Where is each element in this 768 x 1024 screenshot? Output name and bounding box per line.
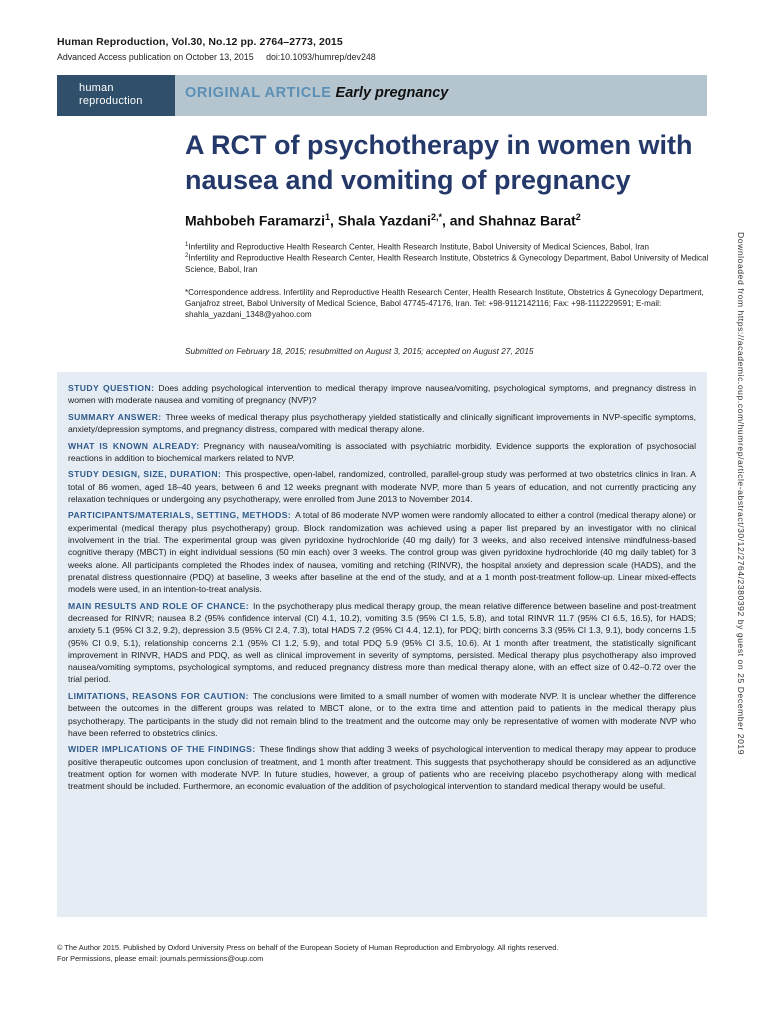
abstract-heading: SUMMARY ANSWER: — [68, 411, 162, 422]
article-type-label: ORIGINAL ARTICLE — [185, 85, 332, 101]
article-subject: Early pregnancy — [335, 85, 449, 101]
affiliation-text: Infertility and Reproductive Health Research Center, Health Research Institute, Babol University of Medical Sciences, Babol, Iran — [188, 242, 650, 252]
author-affil-sup: 2,* — [430, 212, 442, 222]
abstract-section — [68, 468, 696, 505]
abstract-heading: WHAT IS KNOWN ALREADY: — [68, 440, 200, 451]
abstract-section — [68, 411, 696, 436]
copyright-footer — [57, 942, 558, 964]
abstract-text: Pregnancy with nausea/vomiting is associated with psychiatric morbidity. Evidence supports the exploration of psychosocial reactions in addition to biochemical markers related to NVP. — [68, 440, 696, 463]
abstract-content — [68, 382, 696, 797]
permissions-line: For Permissions, please email: journals.permissions@oup.com — [57, 954, 264, 963]
author-name: Mahbobeh Faramarzi — [185, 212, 326, 229]
abstract-heading: PARTICIPANTS/MATERIALS, SETTING, METHODS: — [68, 510, 292, 521]
author-list: Mahbobeh Faramarzi$^1$, Shala Yazdani$^{2,*}$, and Shahnaz Barat$^2$ — [185, 212, 581, 229]
abstract-section — [68, 690, 696, 739]
abstract-text: Does adding psychological intervention to medical therapy improve nausea/vomiting, psychological symptoms, and pregnancy distress in women with moderate nausea and vomiting of pregnancy (NVP)? — [68, 383, 696, 406]
abstract-heading: LIMITATIONS, REASONS FOR CAUTION: — [68, 690, 249, 701]
correspondence-address: *Correspondence address. Infertility and Reproductive Health Research Center, Health Research Institute, Obstetrics & Gynecology Department, Ganjafroz street, Babol University of Medical Science, Babol 47745-47176, Iran. Tel: +98-9112142116; Fax: +98-1112229591; E-mail: shahla_yazdani_1348@yahoo.com — [185, 288, 704, 319]
abstract-text: The conclusions were limited to a small number of women with moderate NVP. It is unclear whether the difference between the outcomes in the different groups was related to MBCT alone, or to the extra time and attention paid to patients in the medical therapy plus psychotherapy. The participants in the study did not remain blind to the treatment and the outcome may only be representative of women with moderate NVP who have been referred to obstetrics clinics. — [68, 690, 696, 738]
abstract-box — [57, 372, 707, 917]
abstract-section — [68, 600, 696, 686]
article-title: A RCT of psychotherapy in women with nausea and vomiting of pregnancy — [185, 130, 693, 195]
abstract-text: These findings show that adding 3 weeks of psychological intervention to medical therapy may appear to produce positive therapeutic outcomes upon conclusion of treatment, and 1 month after treatment. This suggests that psychotherapy should be considered as an adjunctive treatment option for women with moderate NVP. In future studies, however, a group of patients who are receiving placebo psychotherapy along with medical treatment should be included. Furthermore, an economic evaluation of the addition of psychological intervention to standard medical therapy would be useful. — [68, 744, 696, 792]
author-affil-sup: 1 — [325, 212, 331, 222]
access-line — [57, 52, 376, 62]
abstract-section — [68, 440, 696, 465]
affiliation-text: Infertility and Reproductive Health Research Center, Health Research Institute, Obstetrics & Gynecology Department, Babol University of Medical Science, Babol, Iran — [185, 253, 709, 274]
doi-link[interactable]: doi:10.1093/humrep/dev248 — [266, 52, 376, 62]
abstract-heading: MAIN RESULTS AND ROLE OF CHANCE: — [68, 600, 250, 611]
author-name: Shala Yazdani — [337, 212, 431, 229]
logo-line-2: reproduction — [79, 95, 143, 107]
abstract-text: Three weeks of medical therapy plus psychotherapy yielded statistically and clinically significant improvements in NVP-specific symptoms, anxiety/depression symptoms, and pregnancy distress, compared with medical therapy alone. — [68, 411, 696, 435]
abstract-heading: STUDY DESIGN, SIZE, DURATION: — [68, 469, 222, 480]
affiliation-sup: 1 — [185, 242, 189, 248]
journal-logo — [57, 75, 175, 116]
abstract-heading: STUDY QUESTION: — [68, 383, 155, 393]
copyright-line: © The Author 2015. Published by Oxford University Press on behalf of the European Society of Human Reproduction and Embryology. All rights reserved. — [57, 943, 559, 952]
affiliation-sup: 2 — [185, 253, 189, 259]
article-type-bar — [57, 75, 707, 116]
access-date: Advanced Access publication on October 13, 2015 — [57, 52, 254, 62]
author-affil-sup: 2 — [575, 212, 581, 222]
abstract-heading: WIDER IMPLICATIONS OF THE FINDINGS: — [68, 744, 256, 755]
submission-dates: Submitted on February 18, 2015; resubmitted on August 3, 2015; accepted on August 27, 2015 — [185, 346, 534, 356]
logo-line-1: human — [79, 82, 114, 94]
affiliation-2 — [185, 251, 710, 275]
abstract-section — [68, 743, 696, 792]
journal-citation: Human Reproduction, Vol.30, No.12 pp. 2764–2773, 2015 — [57, 36, 343, 48]
abstract-text: A total of 86 moderate NVP women were randomly allocated to either a control (medical therapy alone) or experimental (medical therapy plus psychotherapy) group. Block randomization was achieved using a paper list prepared by an investigator with no clinical involvement in the trial. The experimental group was given pyridoxine hydrochloride (40 mg daily) for 3 weeks, and also received intensive mindfulness-based cognitive therapy (MBCT) in eight individual sessions (50 min each) over 3 weeks. The control group was given pyridoxine hydrochloride (40 mg daily tablet) for 3 weeks alone. All participants completed the Rhodes index of nausea, vomiting and retching (RINVR), the hospital anxiety and depression scale (HADS), and the prenatal distress questionnaire (PDQ) at baseline, 3 weeks after baseline at the end of the study, and at a 1 month post-treatment follow-up. Linear mixed-effects models were used, in an intention-to-treat analysis. — [68, 510, 696, 595]
author-name: Shahnaz Barat — [478, 212, 576, 229]
abstract-section — [68, 382, 696, 407]
abstract-text: In the psychotherapy plus medical therapy group, the mean relative difference between baseline and post-treatment decreased for RINVR; nausea 8.2 (95% confidence interval (CI) 4.1, 10.2), vomiting 3.5 (95% CI 1.5, 5.8), and total RINVR 11.7 (95% CI 6.5, 16.5), for HADS; anxiety 5.1 (95% CI 3.2, 9.2), depression 3.5 (95% CI 2.4, 7.3), total HADS 7.2 (95% CI 4.4, 12.1), for PDQ; birth concerns 3.3 (95% CI 1.3, 9.1), body concerns 1.5 (95% CI 0.9, 5.1), relationship concerns 2.1 (95% CI 1.2, 5.9), and total PDQ 5.9 (95% CI 3.5, 10.6). At 1 month after treatment, the statistically significant improvement in RINVR, HADS and PDQ, as well as clinical improvement in severity of symptoms, persisted. Medical therapy plus psychotherapy also improved nausea/vomiting symptoms, psychological symptoms, and reduced pregnancy distress more than medical therapy alone, with an effect size of 0.42–0.72 over the trial period. — [68, 600, 696, 685]
article-type — [185, 85, 448, 101]
abstract-text: This prospective, open-label, randomized, controlled, parallel-group study was performed at two obstetrics clinics in Iran. A total of 86 women, aged 18–40 years, between 6 and 12 weeks pregnant with moderate NVP, more than 5 years of education, and not currently practicing any relaxation techniques or undergoing any psychotherapy, were enrolled from June 2013 to November 2014. — [68, 469, 696, 504]
download-notice: Downloaded from https://academic.oup.com/humrep/article-abstract/30/12/2764/2380392 by guest on 25 December 2019 — [736, 232, 746, 756]
abstract-section — [68, 509, 696, 595]
